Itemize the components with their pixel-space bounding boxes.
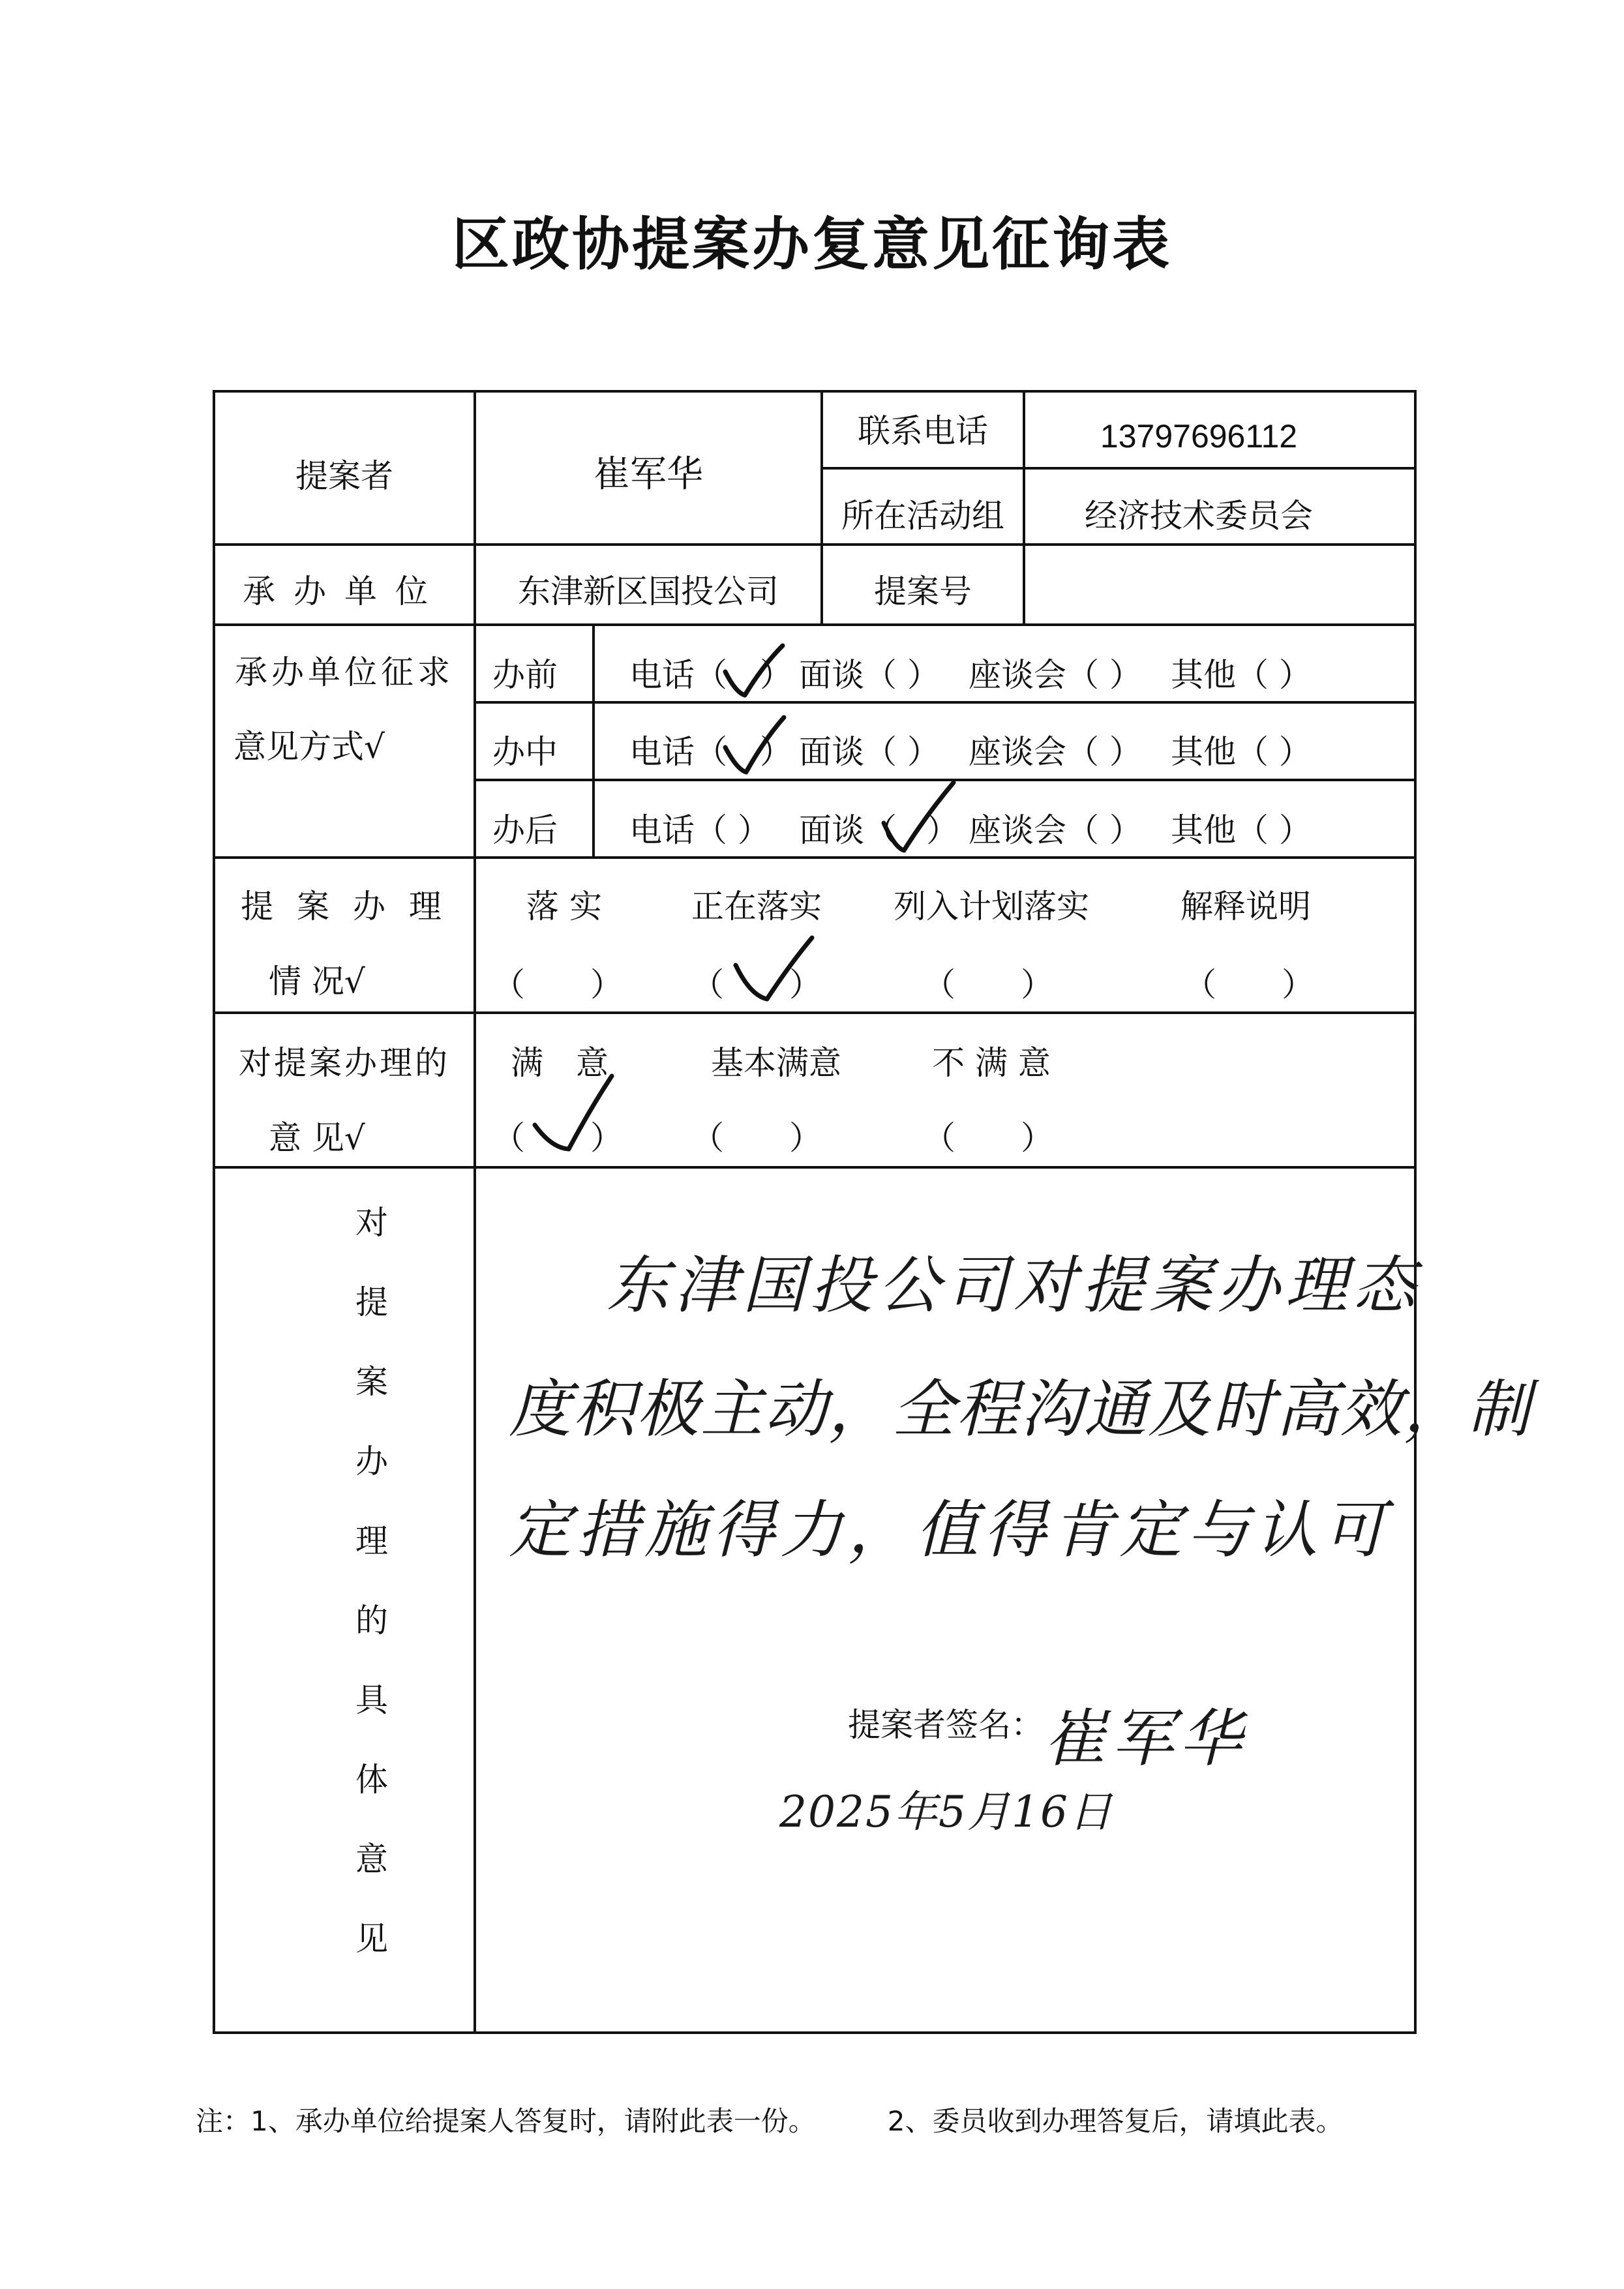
detail-label-char: 见 [355, 1920, 388, 1958]
satisfaction-label-2: 意 见√ [269, 1119, 365, 1157]
handwritten-opinion-line: 东津国投公司对提案办理态 [607, 1249, 1421, 1322]
detail-label-char: 意 [355, 1840, 388, 1878]
detail-label-char: 的 [355, 1602, 388, 1639]
option-meeting[interactable]: 面谈（ ） [799, 733, 940, 771]
option-meeting[interactable]: 面谈（ [799, 811, 897, 849]
footnote-note-2: 2、委员收到办理答复后，请填此表。 [887, 2105, 1344, 2137]
status-option-in-progress[interactable]: 正在落实 [691, 888, 822, 925]
check-mark-in-progress [736, 938, 812, 999]
option-other[interactable]: 其他（ ） [1171, 733, 1312, 771]
proposal-no-label: 提案号 [874, 573, 972, 610]
footnote [196, 2100, 1415, 2139]
option-meeting[interactable]: 面谈（ ） [799, 656, 940, 694]
footnote-prefix: 注： [196, 2105, 251, 2137]
option-forum[interactable]: 座谈会（ ） [969, 733, 1142, 771]
stage-before: 办前 [492, 656, 558, 694]
stage-during: 办中 [492, 733, 558, 771]
status-option-planned[interactable]: 列入计划落实 [894, 888, 1089, 925]
detail-label-char: 理 [355, 1522, 388, 1560]
option-phone-close: ） [760, 656, 792, 694]
option-phone[interactable]: 电话（ [629, 733, 727, 771]
form-title: 区政协提案办复意见征询表 [451, 211, 1172, 278]
satisfaction-paren: （ ） [923, 1119, 1053, 1157]
check-mark-before-phone [725, 646, 783, 695]
satisfaction-paren: （ ） [492, 1119, 623, 1157]
detail-label-char: 具 [355, 1681, 388, 1719]
option-phone[interactable]: 电话（ [629, 656, 727, 694]
group-value: 经济技术委员会 [1085, 497, 1313, 535]
proposer-name: 崔军华 [594, 453, 703, 496]
consult-label-2: 意见方式√ [233, 728, 385, 766]
option-phone[interactable]: 电话（ ） [629, 811, 770, 849]
phone-label: 联系电话 [858, 412, 988, 450]
group-label: 所在活动组 [841, 497, 1004, 535]
proposer-label: 提案者 [295, 457, 393, 495]
status-label-2: 情 况√ [269, 963, 365, 1000]
option-forum[interactable]: 座谈会（ ） [969, 656, 1142, 694]
check-mark-satisfied [535, 1076, 612, 1149]
status-paren: （ ） [1184, 966, 1314, 1004]
handler-value: 东津新区国投公司 [518, 573, 779, 610]
check-mark-after-meeting [884, 783, 954, 850]
detail-label-char: 体 [355, 1761, 388, 1799]
check-mark-during-phone [725, 717, 784, 772]
signature-label: 提案者签名： [848, 1706, 1044, 1744]
status-option-explained[interactable]: 解释说明 [1180, 888, 1311, 925]
status-paren: （ ） [923, 966, 1053, 1004]
status-label: 提 案 办 理 [241, 888, 448, 925]
handwritten-opinion-line: 定措施得力，值得肯定与认可 [509, 1493, 1391, 1566]
footnote-note-1: 1、承办单位给提案人答复时，请附此表一份。 [250, 2105, 816, 2137]
detail-label-char: 案 [355, 1363, 388, 1401]
option-meeting-close: ） [926, 811, 959, 849]
phone-value: 13797696112 [1100, 418, 1298, 455]
satisfaction-option-unsatisfied[interactable]: 不 满 意 [932, 1044, 1051, 1082]
detail-label-char: 对 [355, 1204, 388, 1242]
status-paren: （ ） [691, 966, 822, 1004]
detail-label-char: 办 [355, 1443, 388, 1480]
option-other[interactable]: 其他（ ） [1171, 811, 1312, 849]
option-other[interactable]: 其他（ ） [1171, 656, 1312, 694]
handwritten-opinion-line: 度积极主动，全程沟通及时高效，制 [509, 1373, 1531, 1446]
satisfaction-option-satisfied[interactable]: 满 意 [511, 1044, 609, 1082]
status-paren: （ ） [492, 966, 623, 1004]
signature: 崔军华 [1044, 1702, 1247, 1775]
option-phone-close: ） [760, 733, 792, 771]
option-forum[interactable]: 座谈会（ ） [969, 811, 1142, 849]
handler-label: 承办单位 [243, 573, 446, 610]
status-option-done[interactable]: 落 实 [526, 888, 602, 925]
satisfaction-option-basic[interactable]: 基本满意 [711, 1044, 841, 1082]
satisfaction-label: 对提案办理的 [239, 1044, 450, 1082]
signature-date: 2025年5月16日 [779, 1787, 1113, 1837]
stage-after: 办后 [492, 811, 558, 849]
detail-label-char: 提 [355, 1283, 388, 1321]
satisfaction-paren: （ ） [691, 1119, 822, 1157]
consult-label: 承办单位征求 [235, 653, 454, 691]
